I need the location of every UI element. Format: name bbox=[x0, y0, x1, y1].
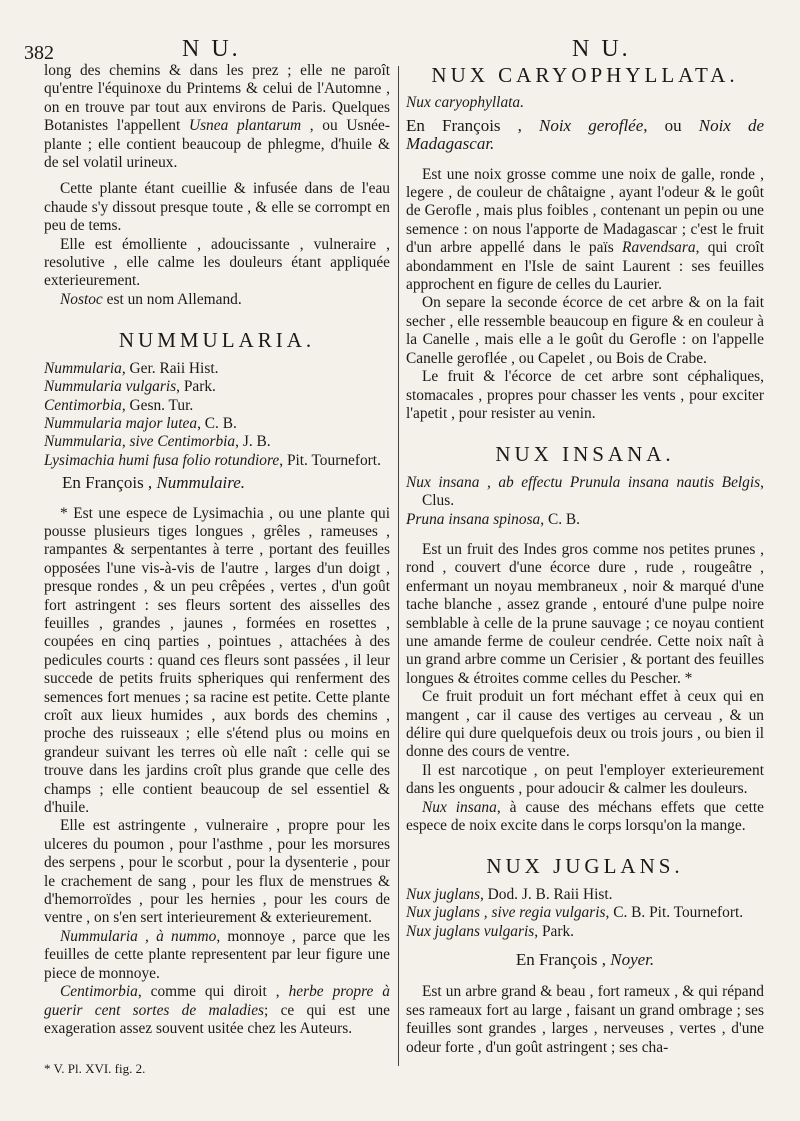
synonym-line: Nux insana , ab effectu Prunula insana nautis Belgis, Clus. bbox=[406, 473, 764, 510]
left-column bbox=[44, 62, 390, 1079]
paragraph: Est une noix grosse comme une noix de galle, ronde , legere , de couleur de châtaigne , ayant l'odeur & le goût de Gerofle , mais plus foibles , contenant un pepin ou une semence : on nous l'apporte de Madagascar ; c'est le fruit d'un arbre appellé dans le païs Ravendsara, qui croît abondamment en l'Isle de saint Laurent : ses feuilles approchent en figure de celles du Laurier. bbox=[406, 165, 764, 294]
paragraph: Ce fruit produit un fort méchant effet à ceux qui en mangent , car il cause des vertiges au cerveau , & un délire qui dure quelquefois deux ou trois jours , ou bien il donne des cours de ventre. bbox=[406, 688, 764, 761]
page-number: 382 bbox=[24, 42, 54, 64]
synonym-line: Lysimachia humi fusa folio rotundiore, Pit. Tournefort. bbox=[44, 451, 381, 469]
entry-title-nummularia: NUMMULARIA. bbox=[118, 328, 316, 353]
paragraph: Est un arbre grand & beau , fort rameux , & qui répand ses rameaux fort au large , faisant un grand ombrage ; ses feuilles sont grandes , larges , nerveuses , vertes , d'une odeur forte , d'un goût astringent ; ses cha- bbox=[406, 983, 764, 1056]
synonym-line: Nux juglans vulgaris, Park. bbox=[406, 922, 575, 940]
paragraph: Nummularia , à nummo, monnoye , parce que les feuilles de cette plante representent par leur figure une piece de monnoye. bbox=[44, 927, 390, 982]
french-name: En François , Noix gerofléе, ou Noix de Madagascar. bbox=[406, 115, 765, 154]
synonym-line: Nummularia, Ger. Raii Hist. bbox=[44, 359, 219, 377]
synonym-line: Pruna insana spinosa, C. B. bbox=[406, 510, 581, 528]
column-divider bbox=[398, 66, 399, 1066]
running-head-right: N U. bbox=[572, 36, 631, 62]
french-name: En François , Noyer. bbox=[515, 950, 655, 970]
paragraph: * Est une espece de Lysimachia , ou une plante qui pousse plusieurs tiges longues , grêles , rameuses , rampantes & serpentantes à terre , portant des feuilles opposées l'une vis-à-vis de l'autre , larges d'un doigt , presque rondes , & un peu crêpées , vertes , d'un goût fort astringent : ses fleurs sortent des aisselles des feuilles , grandes , jaunes , formées en rosettes , coupées en cinq parties , pointues , attachées à des pedicules courts : quand ces fleurs sont passées , il leur succede de petits fruits spheriques qui renferment des semences fort menues ; sa racine est petite. Cette plante croît aux lieux humides , aux bords des chemins , proche des ruisseaux ; elle s'étend plus ou moins en grandeur suivant les terres où elle naît : celle qui se trouve dans les jardins croît plus grande que celle des champs ; elle contient beaucoup de sel essentiel & d'huile. bbox=[44, 504, 390, 817]
paragraph: Nux insana, à cause des méchans effets que cette espece de noix excite dans le corps lorsqu'on la mange. bbox=[406, 798, 764, 835]
entry-title-nux-juglans: NUX JUGLANS. bbox=[486, 854, 684, 879]
right-column bbox=[406, 62, 764, 1057]
paragraph: Cette plante étant cueillie & infusée dans de l'eau chaude s'y dissout presque toute , & elle se corrompt en peu de tems. bbox=[44, 180, 390, 235]
running-head-left: N U. bbox=[182, 36, 241, 62]
paragraph: Le fruit & l'écorce de cet arbre sont céphaliques, stomacales , propres pour chasser les vents , pour exciter l'apetit , pour resister au venin. bbox=[406, 368, 764, 422]
paragraph: On separe la seconde écorce de cet arbre & on la fait secher , elle ressemble beaucoup en figure & en couleur à la Canelle , mais elle a le goût du Gerofle : on l'appelle Canelle gerofléе , ou Capelet , ou Bois de Crabe. bbox=[406, 294, 764, 367]
paragraph: Centimorbia, comme qui diroit , herbe propre à guerir cent sortes de maladies; ce qui est une exageration assez souvent usitée chez les Auteurs. bbox=[44, 983, 390, 1037]
french-name: En François , Nummulaire. bbox=[62, 473, 246, 493]
paragraph: Elle est astringente , vulneraire , propre pour les ulceres du poumon , pour l'asthme , pour les morsures des serpens , pour le scorbut , pour la dysenterie , pour le crachement de sang , pour les flux de menstrues & d'hemorroïdes , pour les hernies , pour les cours de ventre , on s'en sert interieurement & exterieurement. bbox=[44, 817, 390, 927]
synonym-line: Centimorbia, Gesn. Tur. bbox=[44, 396, 194, 414]
paragraph: Nostoc est un nom Allemand. bbox=[60, 290, 242, 308]
paragraph: long des chemins & dans les prez ; elle ne paroît qu'entre l'équinoxe du Printems & celui de l'Automne , on en trouve par tout aux environs de Paris. Quelques Botanistes l'appellent Usnea plantarum , ou Usnée-plante ; elle contient beaucoup de phlegme, d'huile & de sel volatil urineux. bbox=[44, 62, 390, 172]
synonym-line: Nux juglans, Dod. J. B. Raii Hist. bbox=[406, 885, 613, 903]
entry-title-nux-caryophyllata: NUX CARYOPHYLLATA. bbox=[431, 63, 739, 87]
paragraph: Il est narcotique , on peut l'employer exterieurement dans les onguents , pour adoucir & calmer les douleurs. bbox=[406, 761, 764, 798]
entry-title-nux-insana: NUX INSANA. bbox=[495, 442, 675, 467]
paragraph: Elle est émolliente , adoucissante , vulneraire , resolutive , elle calme les douleurs étant appliquée exterieurement. bbox=[44, 235, 390, 290]
paragraph: Est un fruit des Indes gros comme nos petites prunes , rond , couvert d'une écorce dure , rude , rougeâtre , enfermant un noyau membraneux , noir & marqué d'une tache blanche , assez grande , entouré d'une pulpe noire semblable à celle de la prune sauvage ; ce noyau contient une amande ferme de couleur cendrée. Cette noix naît à un grand arbre comme un Cerisier , & portant des feuilles longues & étroites comme celles du Pescher. * bbox=[406, 540, 764, 687]
footnote: * V. Pl. XVI. fig. 2. bbox=[44, 1061, 146, 1077]
synonym-line: Nux juglans , sive regia vulgaris, C. B. Pit. Tournefort. bbox=[406, 904, 744, 922]
synonym-line: Nummularia, sive Centimorbia, J. B. bbox=[44, 433, 271, 451]
synonym-line: Nummularia vulgaris, Park. bbox=[44, 378, 216, 396]
synonym-line: Nummularia major lutea, C. B. bbox=[44, 414, 237, 432]
synonym-line: Nux caryophyllata. bbox=[406, 94, 524, 112]
